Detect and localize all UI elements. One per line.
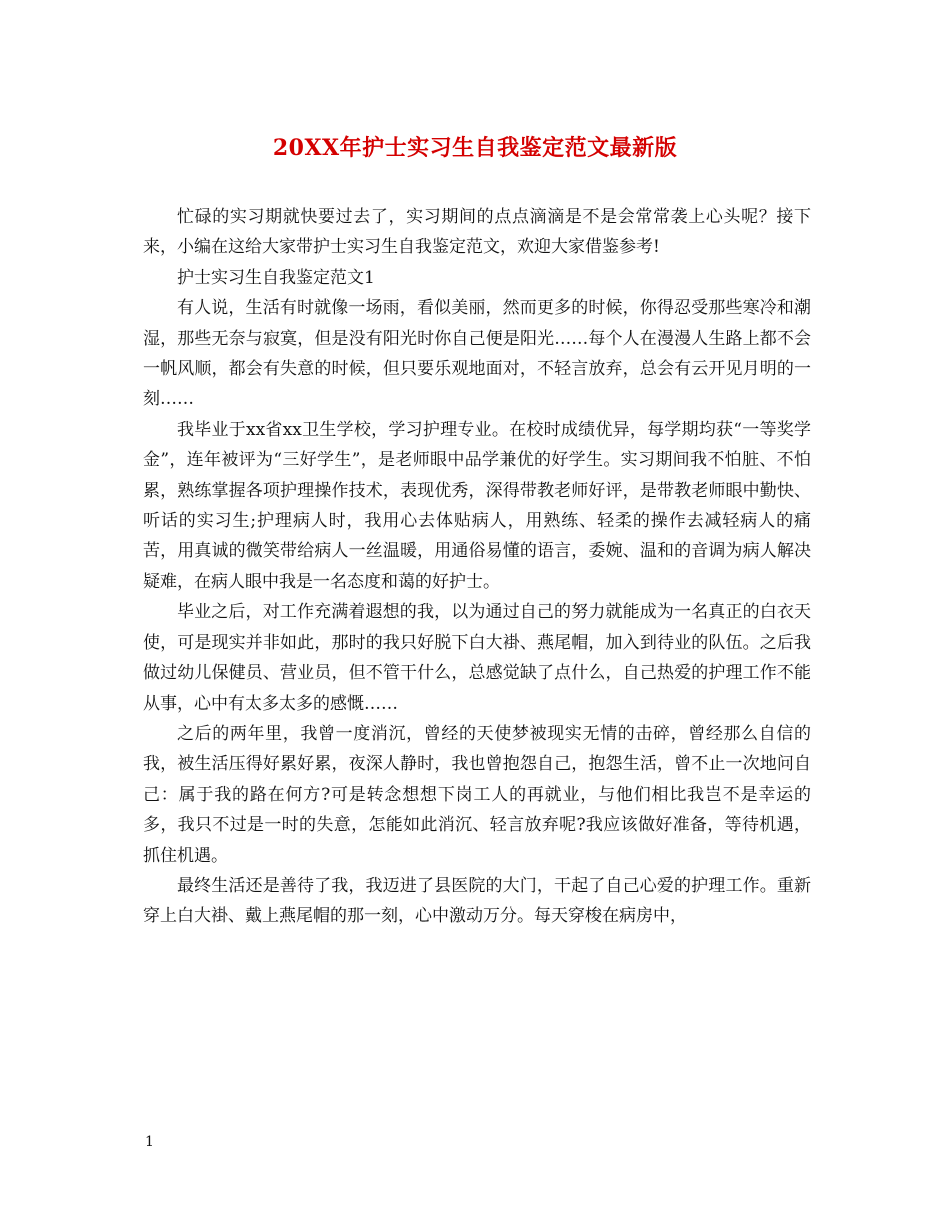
- document-title: 20XX年护士实习生自我鉴定范文最新版: [272, 135, 678, 161]
- paragraph: 我毕业于xx省xx卫生学校，学习护理专业。在校时成绩优异，每学期均获“一等奖学金”，连年被评为“三好学生”，是老师眼中品学兼优的好学生。实习期间我不怕脏、不怕累，熟练掌握各项护理操作技术，表现优秀，深得带教老师好评，是带教老师眼中勤快、听话的实习生;护理病人时，我用心去体贴病人，用熟练、轻柔的操作去减轻病人的痛苦，用真诚的微笑带给病人一丝温暖，用通俗易懂的语言，委婉、温和的音调为病人解决疑难，在病人眼中我是一名态度和蔼的好护士。: [143, 419, 811, 592]
- paragraph: 之后的两年里，我曾一度消沉，曾经的天使梦被现实无情的击碎，曾经那么自信的我，被生活压得好累好累，夜深人静时，我也曾抱怨自己，抱怨生活，曾不止一次地问自己：属于我的路在何方?可是转念想想下岗工人的再就业，与他们相比我岂不是幸运的多，我只不过是一时的失意，怎能如此消沉、轻言放弃呢?我应该做好准备，等待机遇，抓住机遇。: [143, 723, 811, 866]
- paragraph: 最终生活还是善待了我，我迈进了县医院的大门，干起了自己心爱的护理工作。重新穿上白大褂、戴上燕尾帽的那一刻，心中激动万分。每天穿梭在病房中，: [143, 875, 811, 927]
- paragraph: 有人说，生活有时就像一场雨，看似美丽，然而更多的时候，你得忍受那些寒冷和潮湿，那些无奈与寂寞，但是没有阳光时你自己便是阳光……每个人在漫漫人生路上都不会一帆风顺，都会有失意的时候，但只要乐观地面对，不轻言放弃，总会有云开见月明的一刻……: [143, 298, 811, 410]
- page-number: 1: [145, 1134, 154, 1150]
- paragraph: 毕业之后，对工作充满着遐想的我，以为通过自己的努力就能成为一名真正的白衣天使，可是现实并非如此，那时的我只好脱下白大褂、燕尾帽，加入到待业的队伍。之后我做过幼儿保健员、营业员，但不管干什么，总感觉缺了点什么，自己热爱的护理工作不能从事，心中有太多太多的感慨……: [143, 602, 811, 714]
- paragraph-intro: 忙碌的实习期就快要过去了，实习期间的点点滴滴是不是会常常袭上心头呢？接下来，小编在这给大家带护士实习生自我鉴定范文，欢迎大家借鉴参考!: [143, 207, 811, 258]
- document-body: [143, 202, 811, 932]
- paragraph-subheading: 护士实习生自我鉴定范文1: [177, 267, 375, 288]
